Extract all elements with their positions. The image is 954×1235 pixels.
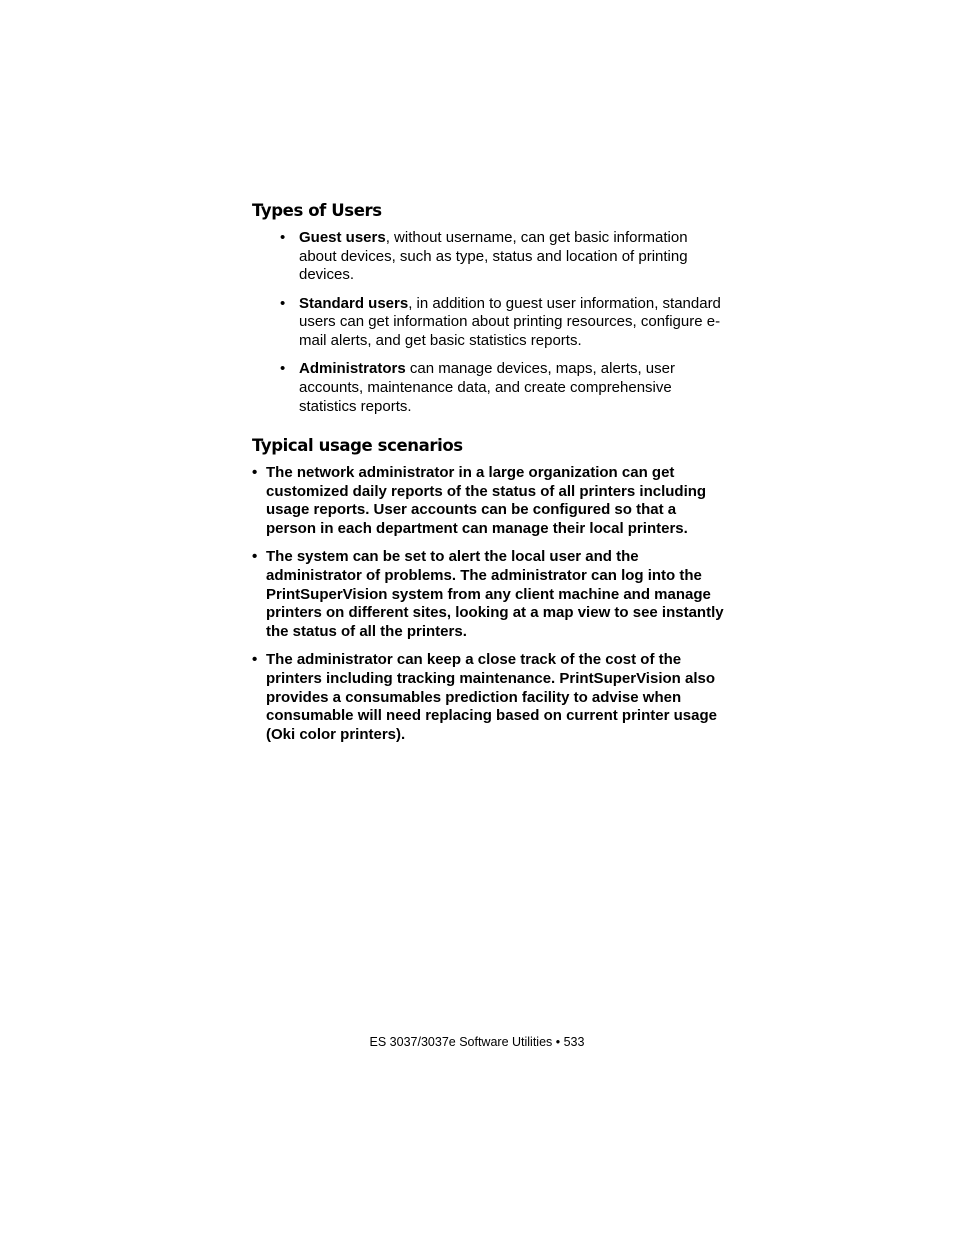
term-guest-users: Guest users: [299, 229, 386, 246]
bullet: •: [252, 548, 258, 566]
user-types-list: [280, 229, 729, 426]
scenario-text: The system can be set to alert the local user and the administrator of problems. The administrator can log into the PrintSuperVision system from any client machine and manage printers on different sites, looking at a map view to see instantly the status of all the printers.: [266, 548, 724, 641]
bullet: •: [280, 229, 286, 246]
scenario-text: The network administrator in a large organization can get customized daily reports of the status of all printers including usage reports. User accounts can be configured so that a person in each department can manage their local printers.: [266, 464, 707, 538]
description-guest-users: , without username, can get basic information about devices, such as type, status and location of printing devices.: [299, 229, 688, 284]
term-administrators: Administrators: [299, 360, 406, 378]
typical-usage-scenarios-heading: Typical usage scenarios: [252, 436, 463, 455]
types-of-users-heading: Types of Users: [252, 201, 382, 220]
scenario-text: The administrator can keep a close track of the cost of the printers including tracking maintenance. PrintSuperVision also provides a consumables prediction facility to advise when consumable will need replacing based on current printer usage (Oki color printers).: [266, 651, 717, 743]
list-item-administrators: [280, 360, 729, 416]
term-standard-users: Standard users: [299, 294, 409, 312]
bullet: •: [280, 294, 286, 312]
usage-scenarios-list: [252, 464, 726, 754]
list-item-scenario-alerts: [252, 548, 726, 642]
bullet: •: [252, 464, 258, 481]
description-administrators: can manage devices, maps, alerts, user accounts, maintenance data, and create comprehensive statistics reports.: [299, 360, 675, 415]
list-item-scenario-cost-tracking: [252, 651, 726, 745]
list-item-scenario-reports: [252, 464, 726, 539]
page-footer: ES 3037/3037e Software Utilities • 533: [369, 1035, 585, 1049]
bullet: •: [252, 651, 258, 669]
bullet: •: [280, 360, 286, 378]
list-item-guest-users: [280, 229, 729, 285]
description-standard-users: , in addition to guest user information, standard users can get information about printing resources, configure e-mail alerts, and get basic statistics reports.: [299, 294, 721, 350]
list-item-standard-users: [280, 294, 729, 351]
